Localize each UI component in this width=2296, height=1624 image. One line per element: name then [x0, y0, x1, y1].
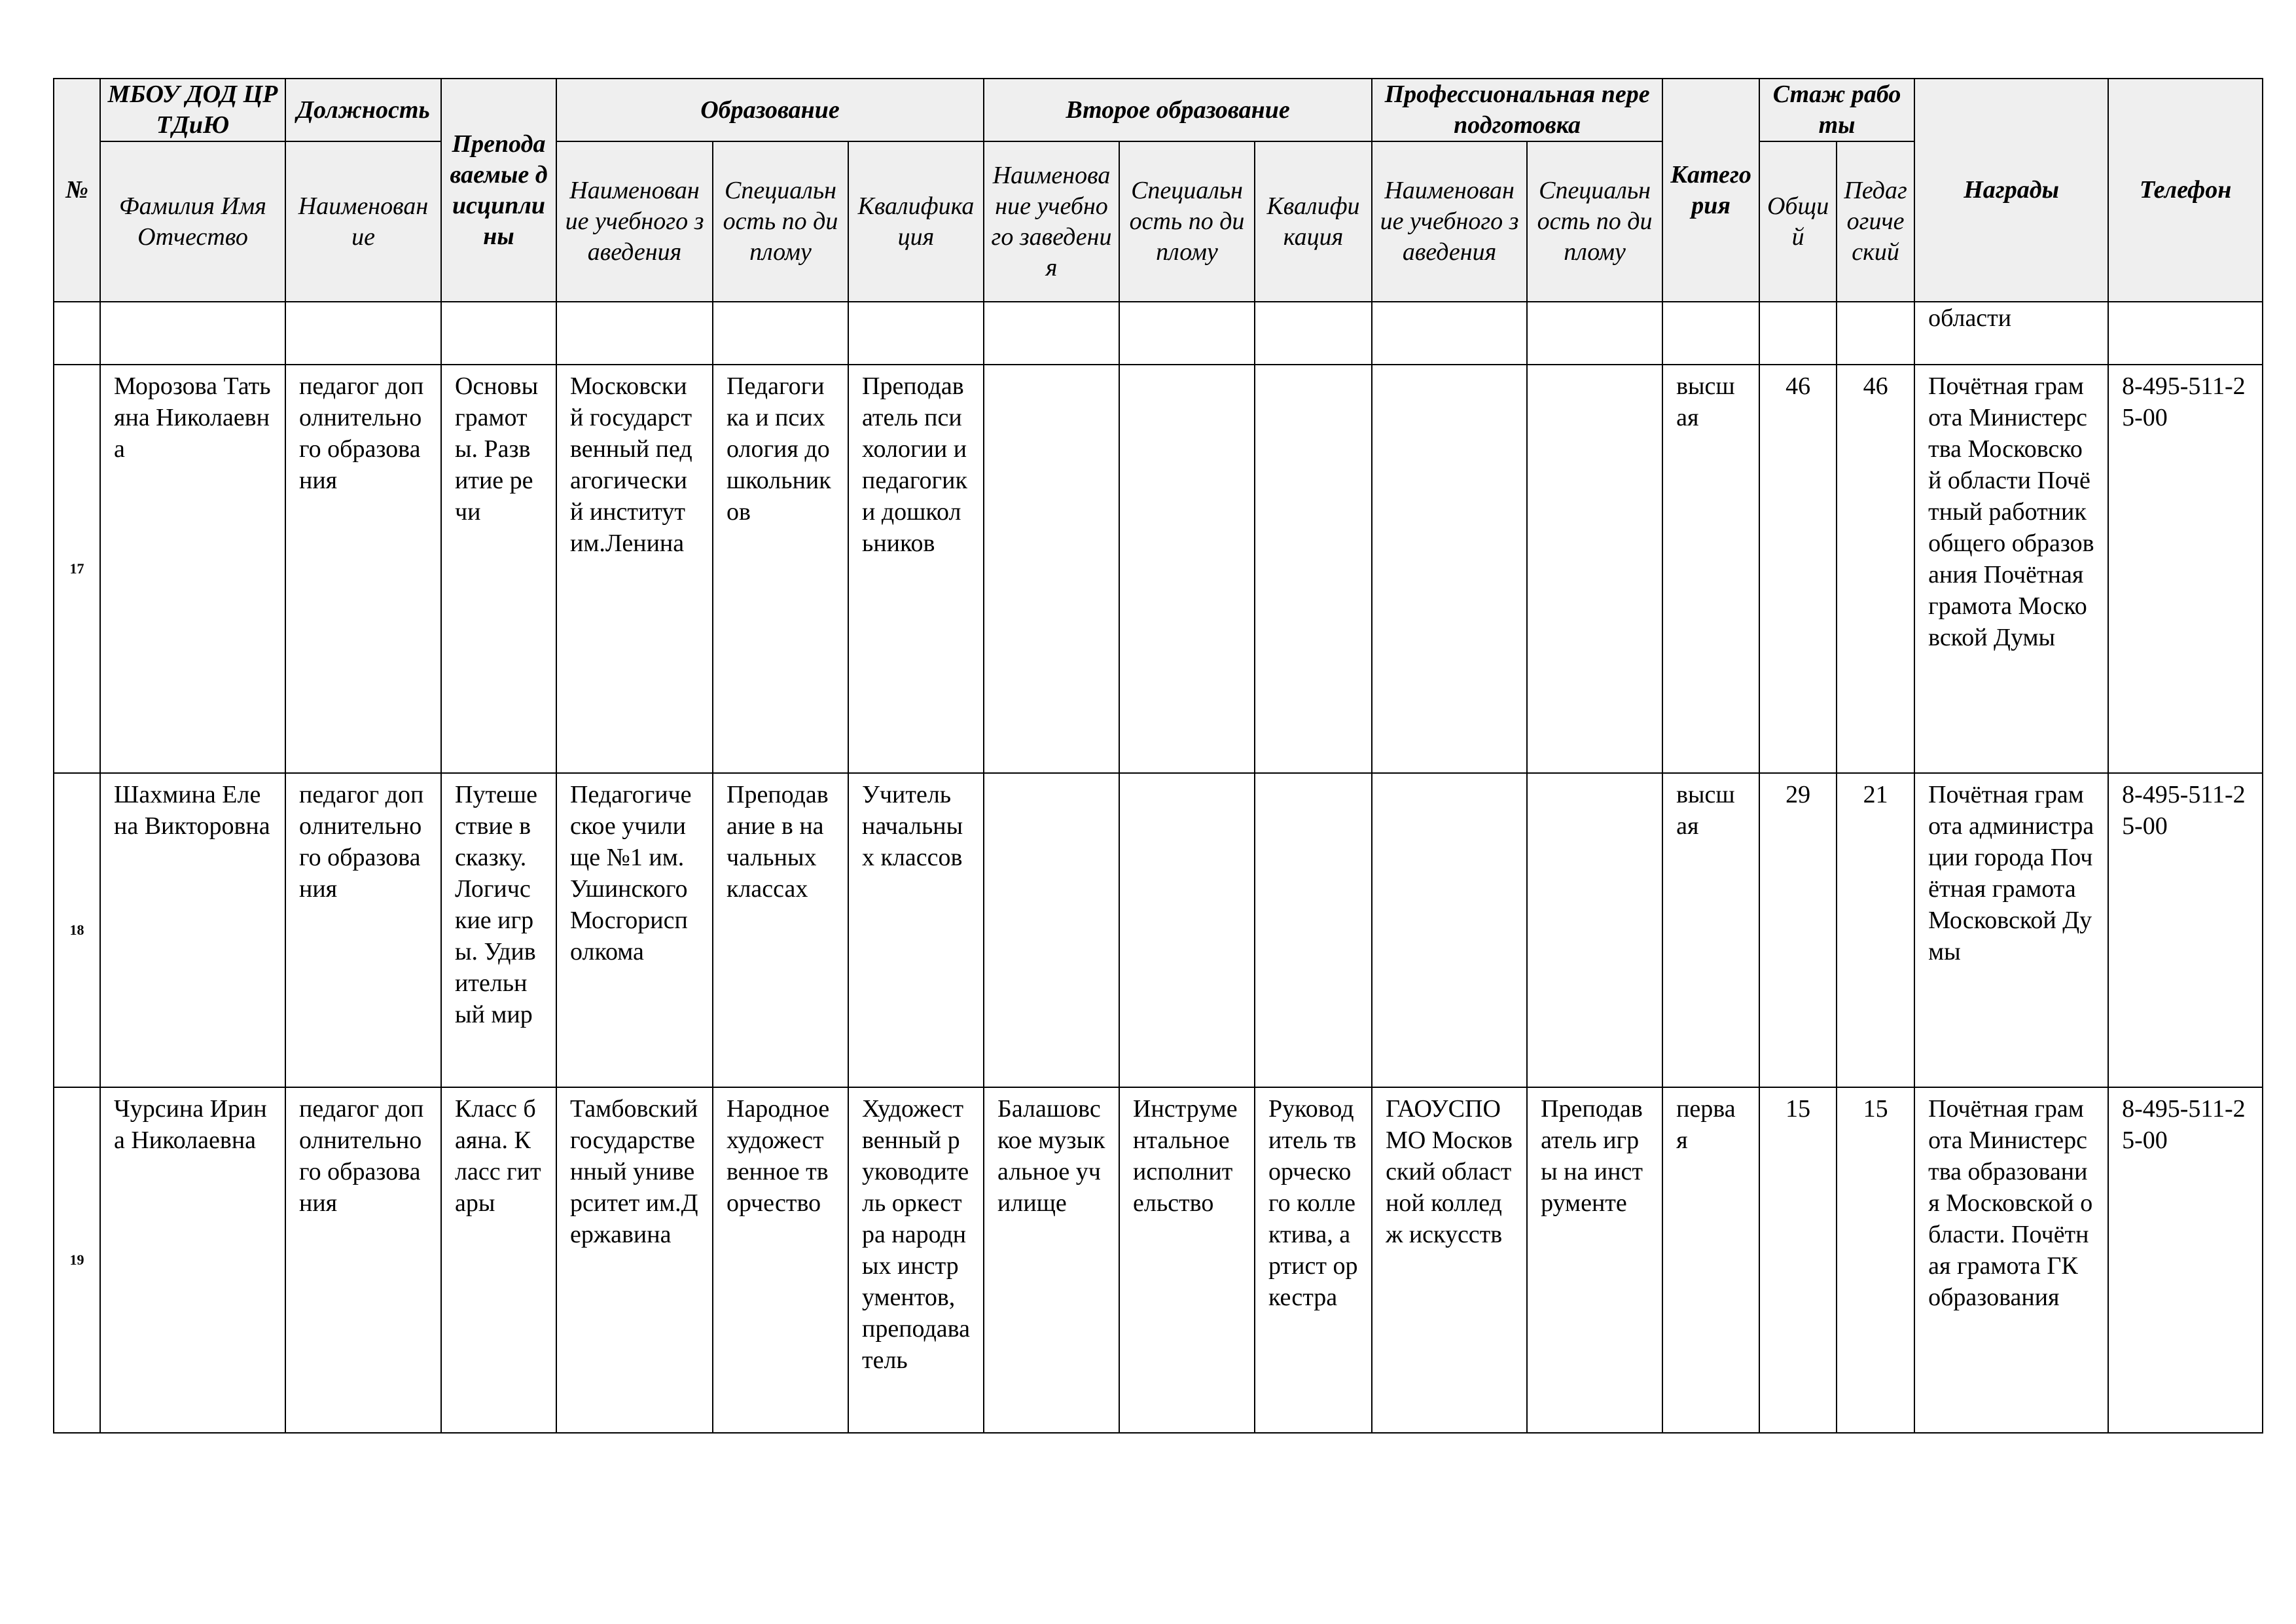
- phone: 8-495-511-25-00: [2108, 1087, 2263, 1433]
- header-ret-institution: Наименование учебного заведения: [1372, 141, 1527, 302]
- continuation-row: [54, 302, 2263, 365]
- table-row: [54, 1087, 2263, 1433]
- subjects: Класс баяна. Класс гитары: [441, 1087, 556, 1433]
- header-position-name: Наименование: [285, 141, 441, 302]
- header-position: Должность: [285, 79, 441, 141]
- row-number: 17: [54, 365, 100, 773]
- sec-institution: Балашовское музыкальное училище: [984, 1087, 1119, 1433]
- table-row: [54, 365, 2263, 773]
- position: педагог дополнительного образования: [285, 365, 441, 773]
- header-full-name: Фамилия Имя Отчество: [100, 141, 285, 302]
- header-phone: Телефон: [2108, 79, 2263, 302]
- header-awards: Награды: [1914, 79, 2108, 302]
- position: педагог дополнительного образования: [285, 773, 441, 1087]
- ret-specialty: [1527, 773, 1662, 1087]
- row-number: 19: [54, 1087, 100, 1433]
- header-second-education: Второе образование: [984, 79, 1372, 141]
- ret-specialty: Преподаватель игры на инструменте: [1527, 1087, 1662, 1433]
- edu-qualification: Художественный руководитель оркестра народных инструментов, преподаватель: [848, 1087, 984, 1433]
- ret-institution: [1372, 773, 1527, 1087]
- sec-institution: [984, 365, 1119, 773]
- header-sec-qualification: Квалификация: [1255, 141, 1372, 302]
- awards: Почётная грамота Министерства Московской области Почётный работник общего образования Почётная грамота Московской Думы: [1914, 365, 2108, 773]
- edu-specialty: Преподавание в начальных классах: [713, 773, 848, 1087]
- exp-ped: 15: [1837, 1087, 1914, 1433]
- ret-institution: ГАОУСПО МО Московский областной колледж искусств: [1372, 1087, 1527, 1433]
- header-ret-specialty: Специальность по диплому: [1527, 141, 1662, 302]
- edu-specialty: Педагогика и психология дошкольников: [713, 365, 848, 773]
- continuation-awards: области: [1914, 302, 2108, 365]
- sec-specialty: [1119, 365, 1255, 773]
- phone: 8-495-511-25-00: [2108, 365, 2263, 773]
- staff-table: [53, 78, 2263, 1434]
- subjects: Путешествие в сказку. Логичские игры. Удивительный мир: [441, 773, 556, 1087]
- table-row: [54, 773, 2263, 1087]
- edu-institution: Московский государственный педагогический институт им.Ленина: [556, 365, 713, 773]
- header-category: Категория: [1662, 79, 1759, 302]
- header-edu-qualification: Квалификация: [848, 141, 984, 302]
- category: высшая: [1662, 365, 1759, 773]
- header-subjects: Преподаваемые дисциплины: [441, 79, 556, 302]
- header-experience: Стаж работы: [1759, 79, 1914, 141]
- sec-qualification: [1255, 365, 1372, 773]
- category: первая: [1662, 1087, 1759, 1433]
- full-name: Шахмина Елена Викторовна: [100, 773, 285, 1087]
- sec-specialty: [1119, 773, 1255, 1087]
- exp-total: 15: [1759, 1087, 1837, 1433]
- exp-total: 46: [1759, 365, 1837, 773]
- awards: Почётная грамота администрации города Почётная грамота Московской Думы: [1914, 773, 2108, 1087]
- sec-qualification: Руководитель творческого коллектива, артист оркестра: [1255, 1087, 1372, 1433]
- category: высшая: [1662, 773, 1759, 1087]
- header-edu-specialty: Специальность по диплому: [713, 141, 848, 302]
- sec-specialty: Инструментальное исполнительство: [1119, 1087, 1255, 1433]
- subjects: Основы грамоты. Развитие речи: [441, 365, 556, 773]
- edu-qualification: Учитель начальных классов: [848, 773, 984, 1087]
- exp-total: 29: [1759, 773, 1837, 1087]
- header-number: №: [54, 79, 100, 302]
- header-retraining: Профессиональная переподготовка: [1372, 79, 1662, 141]
- edu-institution: Тамбовский государственный университет им.Державина: [556, 1087, 713, 1433]
- edu-specialty: Народное художественное творчество: [713, 1087, 848, 1433]
- header-exp-total: Общий: [1759, 141, 1837, 302]
- edu-institution: Педагогическое училище №1 им.Ушинского Мосгорисполкома: [556, 773, 713, 1087]
- header-organization: МБОУ ДОД ЦРТДиЮ: [100, 79, 285, 141]
- header-education: Образование: [556, 79, 984, 141]
- phone: 8-495-511-25-00: [2108, 773, 2263, 1087]
- header-sec-specialty: Специальность по диплому: [1119, 141, 1255, 302]
- header-exp-ped: Педагогический: [1837, 141, 1914, 302]
- position: педагог дополнительного образования: [285, 1087, 441, 1433]
- sec-qualification: [1255, 773, 1372, 1087]
- header-edu-institution: Наименование учебного заведения: [556, 141, 713, 302]
- sec-institution: [984, 773, 1119, 1087]
- exp-ped: 21: [1837, 773, 1914, 1087]
- edu-qualification: Преподаватель психологии и педагогики дошкольников: [848, 365, 984, 773]
- header-sec-institution: Наименование учебного заведения: [984, 141, 1119, 302]
- ret-specialty: [1527, 365, 1662, 773]
- full-name: Морозова Татьяна Николаевна: [100, 365, 285, 773]
- exp-ped: 46: [1837, 365, 1914, 773]
- awards: Почётная грамота Министерства образования Московской области. Почётная грамота ГК образования: [1914, 1087, 2108, 1433]
- ret-institution: [1372, 365, 1527, 773]
- full-name: Чурсина Ирина Николаевна: [100, 1087, 285, 1433]
- row-number: 18: [54, 773, 100, 1087]
